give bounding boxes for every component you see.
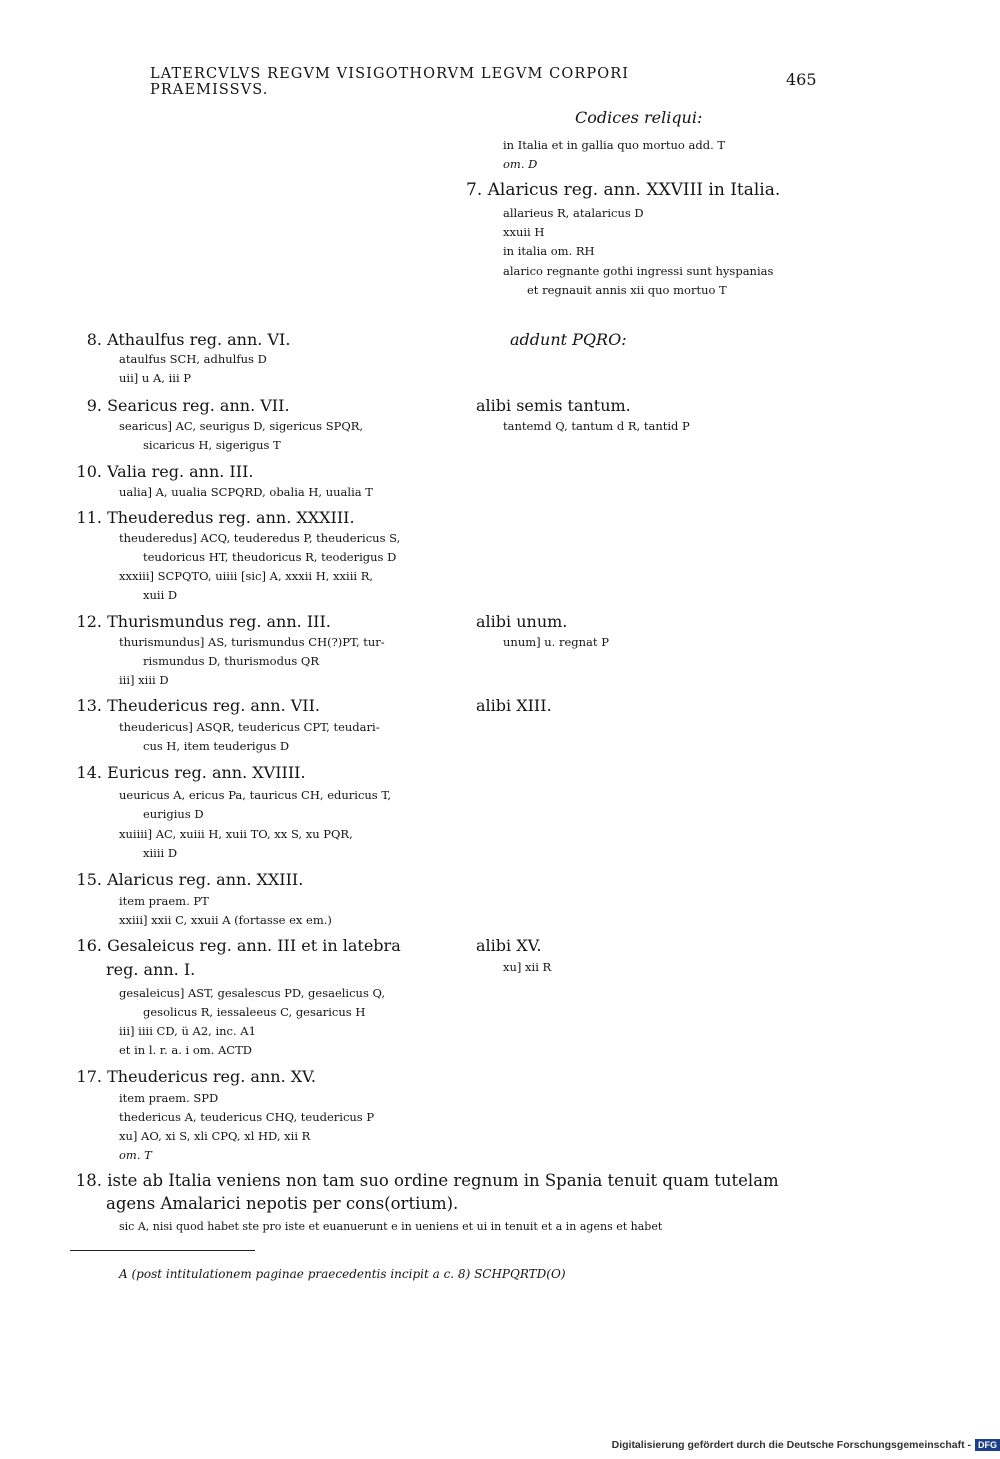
- entry-text-continued: reg. ann. I.: [106, 960, 196, 979]
- footnote-rule: [70, 1250, 255, 1251]
- entry-8: [70, 330, 290, 350]
- entry-text: Thurismundus reg. ann. III.: [107, 612, 331, 631]
- note-line: om. T: [119, 1148, 152, 1162]
- entry-number: 10.: [76, 462, 102, 481]
- note-line: xu] AO, xi S, xli CPQ, xl HD, xii R: [119, 1129, 311, 1143]
- footnote: A (post intitulationem paginae praecedentis incipit a c. 8) SCHPQRTD(O): [119, 1267, 566, 1281]
- entry-12: [70, 612, 331, 632]
- entry-9: [70, 396, 290, 416]
- note-line: iii] iiii CD, ü A2, inc. A1: [119, 1024, 256, 1038]
- entry-text: Theudericus reg. ann. XV.: [107, 1067, 316, 1086]
- note-line: theudericus] ASQR, teudericus CPT, teudari-: [119, 720, 380, 734]
- note-line: sicaricus H, sigerigus T: [143, 438, 281, 452]
- entry-text: Alaricus reg. ann. XXVIII in Italia.: [487, 180, 781, 200]
- entry-number: 16.: [76, 936, 102, 955]
- note-line: ataulfus SCH, adhulfus D: [119, 352, 267, 366]
- entry-15: [70, 870, 303, 890]
- entry-number: 8.: [86, 330, 102, 349]
- note-line: ualia] A, uualia SCPQRD, obalia H, uualia T: [119, 485, 373, 499]
- note-line: et in l. r. a. i om. ACTD: [119, 1043, 252, 1057]
- note-line: xxiii] xxii C, xxuii A (fortasse ex em.): [119, 913, 332, 927]
- note-line: xxuii H: [503, 225, 545, 239]
- entry-number: 15.: [76, 870, 102, 889]
- running-header: LATERCVLVS REGVM VISIGOTHORVM LEGVM CORPORI PRAEMISSVS.: [150, 66, 630, 98]
- entry-text: Theuderedus reg. ann. XXXIII.: [107, 508, 355, 527]
- addunt-heading: addunt PQRO:: [510, 330, 627, 349]
- note-line: item praem. SPD: [119, 1091, 219, 1105]
- entry-11: [70, 508, 355, 528]
- entry-text: Euricus reg. ann. XVIIII.: [107, 763, 306, 782]
- alibi-note: alibi XIII.: [476, 696, 552, 715]
- note-line: teudoricus HT, theudoricus R, teoderigus D: [143, 550, 397, 564]
- entry-17: [70, 1067, 316, 1087]
- note-line: cus H, item teuderigus D: [143, 739, 290, 753]
- entry-number: 7.: [466, 180, 483, 200]
- note-line: xuiiii] AC, xuiii H, xuii TO, xx S, xu PQR,: [119, 827, 353, 841]
- alibi-note: alibi semis tantum.: [476, 396, 631, 415]
- entry-10: [70, 462, 253, 482]
- note-line: tantemd Q, tantum d R, tantid P: [503, 419, 690, 433]
- note-line: om. D: [503, 157, 538, 171]
- note-line: xu] xii R: [503, 960, 552, 974]
- entry-number: 11.: [76, 508, 102, 527]
- entry-18: [70, 1171, 779, 1191]
- entry-number: 9.: [86, 396, 102, 415]
- entry-number: 13.: [76, 696, 102, 715]
- entry-text: iste ab Italia veniens non tam suo ordine regnum in Spania tenuit quam tutelam: [107, 1171, 779, 1190]
- note-line: xxxiii] SCPQTO, uiiii [sic] A, xxxii H, xxiii R,: [119, 569, 374, 583]
- note-line: et regnauit annis xii quo mortuo T: [527, 283, 727, 297]
- entry-text: Searicus reg. ann. VII.: [107, 396, 290, 415]
- codices-heading: Codices reliqui:: [575, 108, 703, 127]
- entry-14: [70, 763, 306, 783]
- entry-text-continued: agens Amalarici nepotis per cons(ortium).: [106, 1194, 459, 1213]
- entry-number: 18.: [75, 1171, 102, 1190]
- entry-text: Alaricus reg. ann. XXIII.: [107, 870, 304, 889]
- entry-7: [466, 180, 780, 200]
- entry-text: Theudericus reg. ann. VII.: [107, 696, 321, 715]
- note-line: in Italia et in gallia quo mortuo add. T: [503, 138, 726, 152]
- note-line: sic A, nisi quod habet ste pro iste et euanuerunt e in ueniens et ui in tenuit et a in agens et habet: [119, 1220, 663, 1233]
- note-line: xuii D: [143, 588, 178, 602]
- note-line: gesaleicus] AST, gesalescus PD, gesaelicus Q,: [119, 986, 386, 1000]
- note-line: ueuricus A, ericus Pa, tauricus CH, eduricus T,: [119, 788, 391, 802]
- note-line: item praem. PT: [119, 894, 209, 908]
- note-line: searicus] AC, seurigus D, sigericus SPQR,: [119, 419, 364, 433]
- note-line: unum] u. regnat P: [503, 635, 609, 649]
- note-line: xiiii D: [143, 846, 178, 860]
- entry-text: Valia reg. ann. III.: [107, 462, 254, 481]
- note-line: thurismundus] AS, turismundus CH(?)PT, tur-: [119, 635, 385, 649]
- alibi-note: alibi unum.: [476, 612, 568, 631]
- entry-number: 14.: [76, 763, 102, 782]
- note-line: thedericus A, teudericus CHQ, teudericus P: [119, 1110, 375, 1124]
- note-line: rismundus D, thurismodus QR: [143, 654, 319, 668]
- footer-text: Digitalisierung gefördert durch die Deutsche Forschungsgemeinschaft -: [611, 1439, 971, 1451]
- note-line: in italia om. RH: [503, 244, 595, 258]
- entry-text: Gesaleicus reg. ann. III et in latebra: [107, 936, 401, 955]
- page-number: 465: [786, 70, 817, 89]
- note-line: uii] u A, iii P: [119, 371, 192, 385]
- note-line: allarieus R, atalaricus D: [503, 206, 644, 220]
- note-line: theuderedus] ACQ, teuderedus P, theudericus S,: [119, 531, 401, 545]
- note-line: alarico regnante gothi ingressi sunt hyspanias: [503, 264, 774, 278]
- entry-text: Athaulfus reg. ann. VI.: [107, 330, 291, 349]
- dfg-logo: DFG: [975, 1439, 1000, 1451]
- alibi-note: alibi XV.: [476, 936, 542, 955]
- note-line: eurigius D: [143, 807, 204, 821]
- note-line: iii] xiii D: [119, 673, 169, 687]
- entry-16: [70, 936, 401, 956]
- note-line: gesolicus R, iessaleeus C, gesaricus H: [143, 1005, 366, 1019]
- entry-number: 12.: [76, 612, 102, 631]
- digitization-footer: [612, 1439, 1000, 1451]
- entry-13: [70, 696, 320, 716]
- entry-number: 17.: [76, 1067, 102, 1086]
